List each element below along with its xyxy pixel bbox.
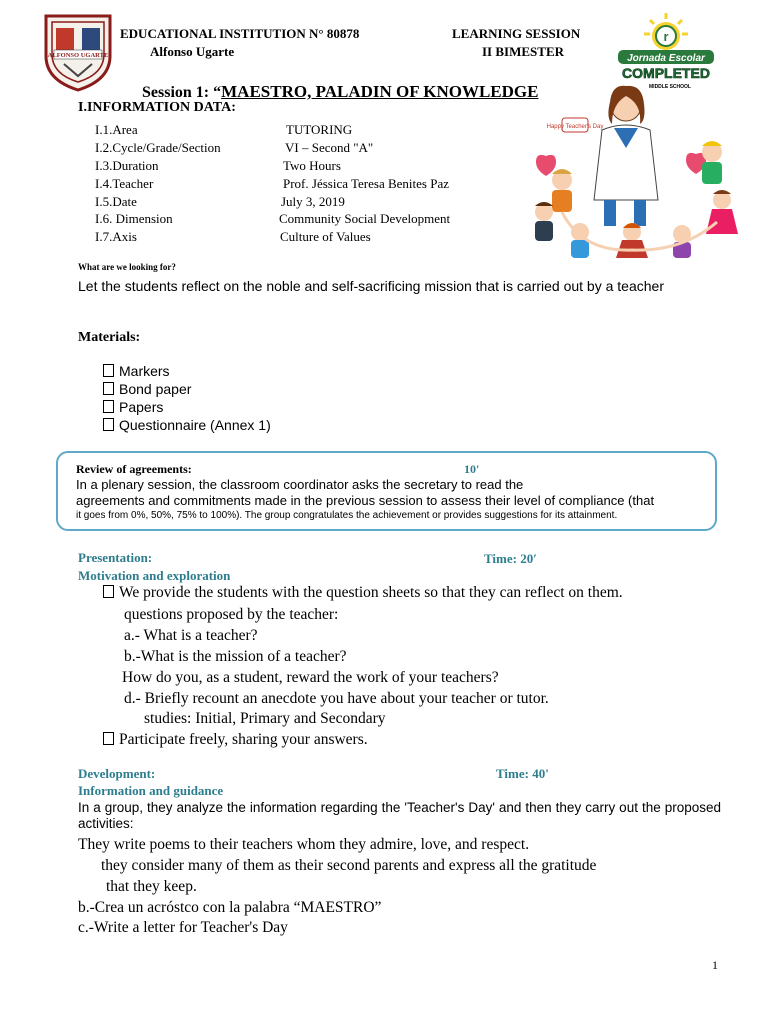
development-text: In a group, they analyze the information regarding the 'Teacher's Day' and then they carry out the proposed activities: xyxy=(78,800,721,831)
development-line: c.-Write a letter for Teacher's Day xyxy=(78,919,288,936)
presentation-line: How do you, as a student, reward the work of your teachers? xyxy=(122,669,499,686)
teacher-figure xyxy=(594,86,658,226)
school-crest-logo xyxy=(42,12,114,92)
information-data-heading: I.INFORMATION DATA: xyxy=(78,100,236,115)
checkbox-icon xyxy=(103,585,114,598)
checkbox-icon xyxy=(103,732,114,745)
presentation-heading: Presentation: xyxy=(78,550,153,565)
presentation-line: b.-What is the mission of a teacher? xyxy=(124,648,347,665)
session-title xyxy=(142,82,538,102)
session-title-text: MAESTRO, PALADIN OF KNOWLEDGE xyxy=(221,82,539,101)
logo-right-sub: MIDDLE SCHOOL xyxy=(649,84,691,90)
logo-right-banner: Jornada Escolar xyxy=(627,53,705,64)
presentation-line-text: We provide the students with the question sheets so that they can reflect on them. xyxy=(119,584,623,601)
review-text-line: agreements and commitments made in the previous session to assess their level of compliance (that xyxy=(76,493,655,508)
logo-left-text: ALFONSO UGARTE xyxy=(47,52,109,59)
institution-name: EDUCATIONAL INSTITUTION N° 80878 xyxy=(120,26,360,41)
looking-for-text: Let the students reflect on the noble and self-sacrificing mission that is carried out by a teacher xyxy=(78,278,664,294)
sun-icon xyxy=(644,13,688,50)
material-item xyxy=(103,381,191,397)
presentation-line: questions proposed by the teacher: xyxy=(124,606,339,623)
development-line: b.-Crea un acróstco con la palabra “MAESTRO” xyxy=(78,899,382,916)
presentation-line: d.- Briefly recount an anecdote you have about your teacher or tutor. xyxy=(124,690,549,707)
happy-teachers-day-sign xyxy=(547,118,604,132)
material-item xyxy=(103,399,163,415)
info-value: Community Social Development xyxy=(279,211,451,226)
material-label: Questionnaire (Annex 1) xyxy=(119,417,271,433)
looking-for-heading: What are we looking for? xyxy=(78,262,176,272)
material-item xyxy=(103,363,170,379)
bimester-label: II BIMESTER xyxy=(482,44,564,59)
materials-heading: Materials: xyxy=(78,330,141,345)
info-value: Two Hours xyxy=(283,158,341,173)
teacher-children-illustration xyxy=(522,82,744,260)
presentation-line xyxy=(103,584,623,602)
checkbox-icon xyxy=(103,400,114,413)
info-label: I.4.Teacher xyxy=(95,176,154,191)
material-label: Markers xyxy=(119,363,170,379)
page-number: 1 xyxy=(712,958,718,972)
sign-text: Happy Teacher's Day xyxy=(546,124,604,130)
review-text-line: In a plenary session, the classroom coordinator asks the secretary to read the xyxy=(76,477,524,492)
info-label: I.1.Area xyxy=(95,122,138,137)
checkbox-icon xyxy=(103,382,114,395)
info-value: July 3, 2019 xyxy=(281,194,345,209)
heart-icon xyxy=(536,155,556,176)
logo-right-text: COMPLETED xyxy=(622,65,710,81)
review-time: 10' xyxy=(464,462,480,476)
presentation-line xyxy=(103,731,368,749)
info-value: Culture of Values xyxy=(280,229,371,244)
review-text-line: it goes from 0%, 50%, 75% to 100%). The group congratulates the achievement or provides suggestions for its attainment. xyxy=(76,510,618,521)
checkbox-icon xyxy=(103,418,114,431)
material-label: Bond paper xyxy=(119,381,192,397)
development-heading: Development: xyxy=(78,766,156,781)
material-label: Papers xyxy=(119,399,164,415)
checkbox-icon xyxy=(103,364,114,377)
material-item xyxy=(103,417,271,433)
development-line: They write poems to their teachers whom they admire, love, and respect. xyxy=(78,836,530,853)
info-label: I.6. Dimension xyxy=(95,211,173,226)
motivation-heading: Motivation and exploration xyxy=(78,568,231,583)
info-label: I.5.Date xyxy=(95,194,137,209)
presentation-line: studies: Initial, Primary and Secondary xyxy=(144,710,386,727)
presentation-line-text: Participate freely, sharing your answers. xyxy=(119,731,368,748)
development-time: Time: 40' xyxy=(496,766,549,781)
information-guidance-heading: Information and guidance xyxy=(78,783,224,798)
info-value: Prof. Jéssica Teresa Benites Paz xyxy=(283,176,449,191)
info-label: I.2.Cycle/Grade/Section xyxy=(95,140,221,155)
info-value: VI – Second "A" xyxy=(285,140,374,155)
info-label: I.3.Duration xyxy=(95,158,159,173)
development-line: they consider many of them as their second parents and express all the gratitude xyxy=(101,857,597,874)
presentation-line: a.- What is a teacher? xyxy=(124,627,258,644)
info-label: I.7.Axis xyxy=(95,229,137,244)
learning-session-label: LEARNING SESSION xyxy=(452,26,581,41)
svg-text:r: r xyxy=(663,29,669,44)
review-heading: Review of agreements: xyxy=(76,462,192,476)
session-title-prefix: Session 1: “ xyxy=(142,84,222,101)
development-line: that they keep. xyxy=(106,878,197,895)
presentation-time: Time: 20′ xyxy=(484,551,537,566)
info-value: TUTORING xyxy=(286,122,353,137)
school-name: Alfonso Ugarte xyxy=(150,44,235,59)
